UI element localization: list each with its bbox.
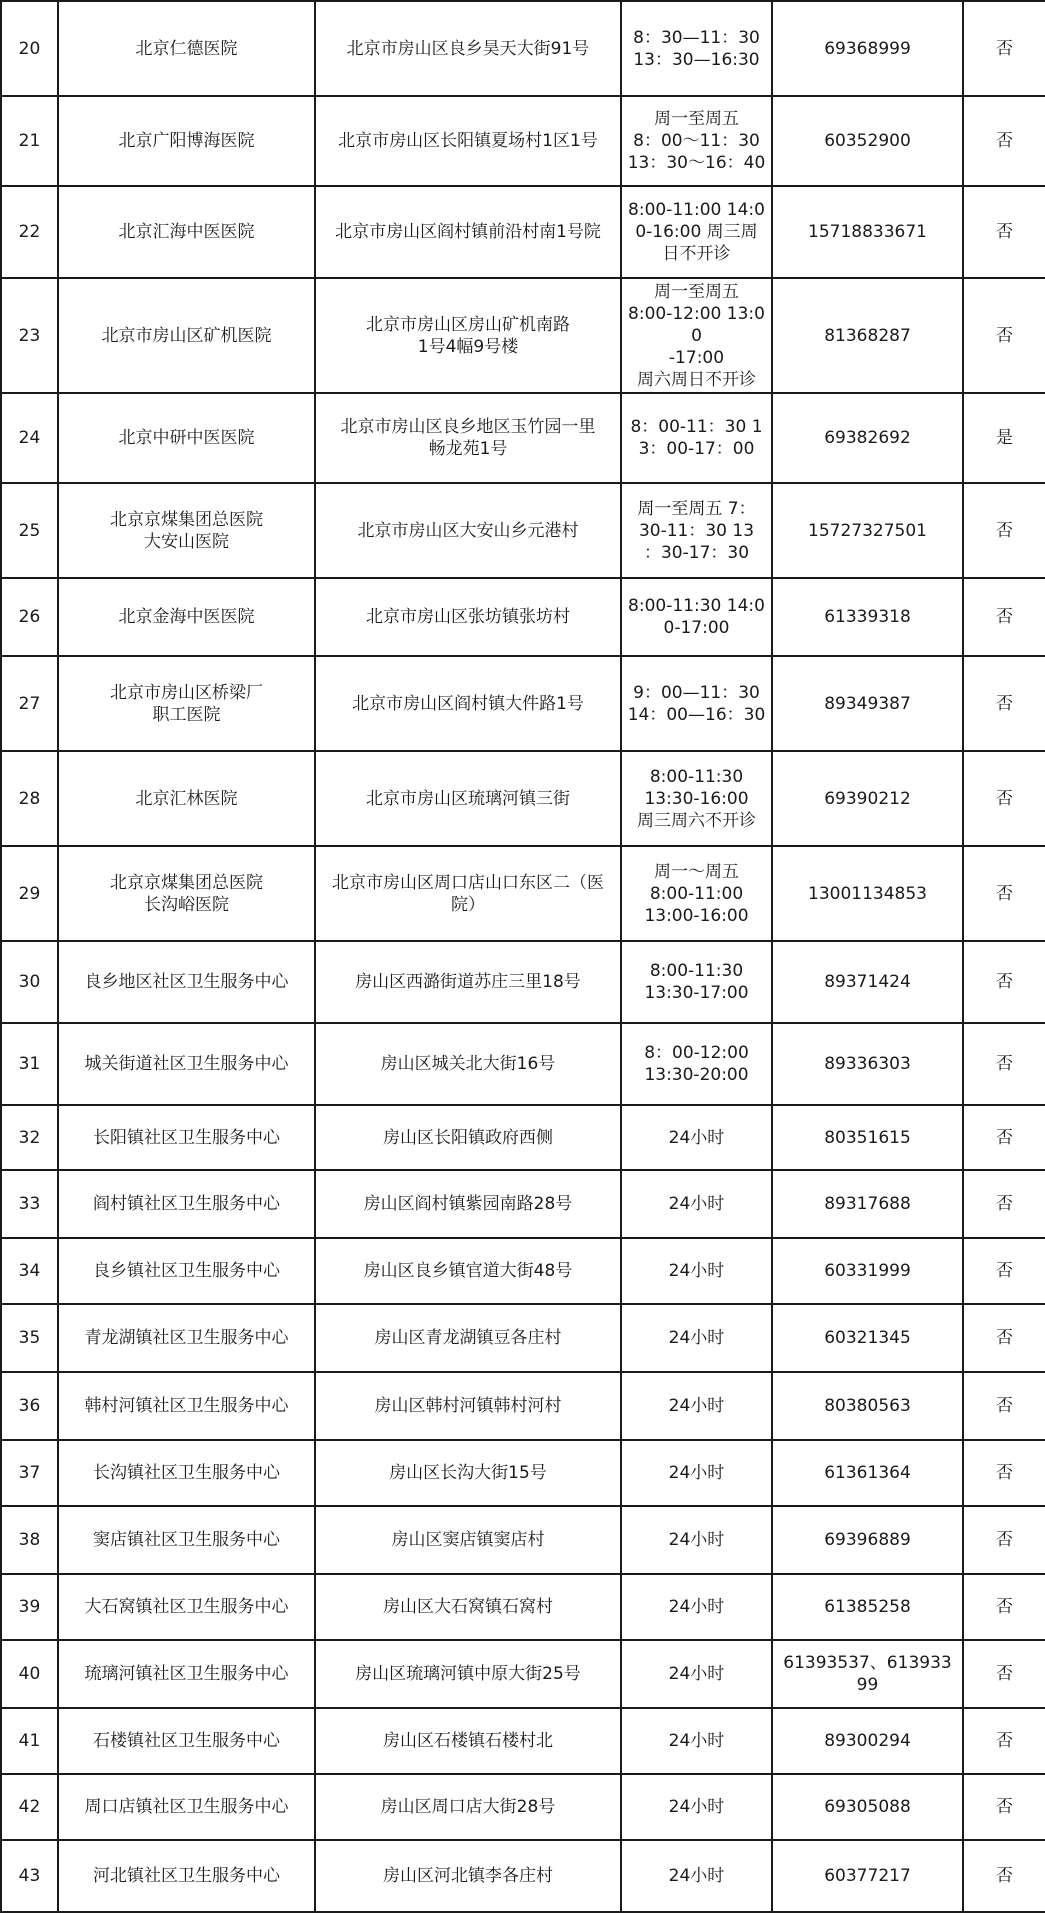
row-number: 36 — [1, 1372, 58, 1440]
table-row — [1, 96, 1045, 186]
table-row — [1, 186, 1045, 278]
opening-hours: 8:00-11:30 14:0 0-17:00 — [621, 578, 772, 656]
opening-hours: 8：30—11：30 13：30—16:30 — [621, 1, 772, 96]
designated-flag: 否 — [963, 186, 1045, 278]
hospital-name: 良乡地区社区卫生服务中心 — [58, 941, 315, 1023]
hospital-address: 北京市房山区良乡地区玉竹园一里 畅龙苑1号 — [315, 393, 621, 483]
hospital-address: 北京市房山区良乡昊天大街91号 — [315, 1, 621, 96]
table-row — [1, 1774, 1045, 1840]
opening-hours: 24小时 — [621, 1372, 772, 1440]
row-number: 33 — [1, 1170, 58, 1238]
phone-number: 15718833671 — [772, 186, 963, 278]
designated-flag: 否 — [963, 1774, 1045, 1840]
hospital-name: 北京市房山区矿机医院 — [58, 278, 315, 393]
hospital-name: 青龙湖镇社区卫生服务中心 — [58, 1304, 315, 1372]
hospital-address: 北京市房山区阎村镇前沿村南1号院 — [315, 186, 621, 278]
hospital-address: 房山区大石窝镇石窝村 — [315, 1574, 621, 1640]
hospital-address: 北京市房山区琉璃河镇三街 — [315, 751, 621, 846]
opening-hours: 24小时 — [621, 1574, 772, 1640]
row-number: 27 — [1, 656, 58, 751]
hospital-address: 房山区琉璃河镇中原大街25号 — [315, 1640, 621, 1708]
hospital-address: 房山区良乡镇官道大街48号 — [315, 1238, 621, 1304]
hospital-name: 窦店镇社区卫生服务中心 — [58, 1506, 315, 1574]
designated-flag: 否 — [963, 1506, 1045, 1574]
table-row — [1, 751, 1045, 846]
phone-number: 89317688 — [772, 1170, 963, 1238]
hospital-name: 北京金海中医医院 — [58, 578, 315, 656]
row-number: 42 — [1, 1774, 58, 1840]
table-row — [1, 1372, 1045, 1440]
designated-flag: 否 — [963, 1708, 1045, 1774]
hospital-address: 北京市房山区阎村镇大件路1号 — [315, 656, 621, 751]
row-number: 30 — [1, 941, 58, 1023]
opening-hours: 8:00-11:30 13:30-17:00 — [621, 941, 772, 1023]
table-row — [1, 656, 1045, 751]
opening-hours: 24小时 — [621, 1105, 772, 1170]
hospital-name: 长阳镇社区卫生服务中心 — [58, 1105, 315, 1170]
phone-number: 15727327501 — [772, 483, 963, 578]
hospital-address: 房山区韩村河镇韩村河村 — [315, 1372, 621, 1440]
phone-number: 80380563 — [772, 1372, 963, 1440]
table-row — [1, 1440, 1045, 1506]
designated-flag: 否 — [963, 1372, 1045, 1440]
designated-flag: 否 — [963, 278, 1045, 393]
hospital-address: 北京市房山区大安山乡元港村 — [315, 483, 621, 578]
opening-hours: 8:00-11:30 13:30-16:00 周三周六不开诊 — [621, 751, 772, 846]
opening-hours: 周一至周五 7： 30-11：30 13 ：30-17：30 — [621, 483, 772, 578]
table-row — [1, 1840, 1045, 1912]
opening-hours: 24小时 — [621, 1440, 772, 1506]
opening-hours: 24小时 — [621, 1506, 772, 1574]
row-number: 39 — [1, 1574, 58, 1640]
phone-number: 61385258 — [772, 1574, 963, 1640]
row-number: 38 — [1, 1506, 58, 1574]
hospital-address: 北京市房山区周口店山口东区二（医院） — [315, 846, 621, 941]
table-row — [1, 1, 1045, 96]
table-row — [1, 941, 1045, 1023]
designated-flag: 否 — [963, 1, 1045, 96]
table-row — [1, 1506, 1045, 1574]
row-number: 37 — [1, 1440, 58, 1506]
phone-number: 89371424 — [772, 941, 963, 1023]
phone-number: 60321345 — [772, 1304, 963, 1372]
table-row — [1, 278, 1045, 393]
hospital-name: 河北镇社区卫生服务中心 — [58, 1840, 315, 1912]
designated-flag: 否 — [963, 578, 1045, 656]
hospital-name: 北京广阳博海医院 — [58, 96, 315, 186]
opening-hours: 8：00-11：30 1 3：00-17：00 — [621, 393, 772, 483]
table-row — [1, 1105, 1045, 1170]
designated-flag: 否 — [963, 656, 1045, 751]
designated-flag: 否 — [963, 846, 1045, 941]
designated-flag: 否 — [963, 1574, 1045, 1640]
row-number: 23 — [1, 278, 58, 393]
row-number: 26 — [1, 578, 58, 656]
phone-number: 60331999 — [772, 1238, 963, 1304]
phone-number: 69390212 — [772, 751, 963, 846]
phone-number: 89336303 — [772, 1023, 963, 1105]
designated-flag: 否 — [963, 1105, 1045, 1170]
row-number: 24 — [1, 393, 58, 483]
hospital-name: 石楼镇社区卫生服务中心 — [58, 1708, 315, 1774]
hospital-address: 房山区长沟大街15号 — [315, 1440, 621, 1506]
opening-hours: 24小时 — [621, 1708, 772, 1774]
designated-flag: 否 — [963, 751, 1045, 846]
opening-hours: 24小时 — [621, 1640, 772, 1708]
phone-number: 61393537、613933 99 — [772, 1640, 963, 1708]
hospital-address: 北京市房山区长阳镇夏场村1区1号 — [315, 96, 621, 186]
designated-flag: 否 — [963, 1023, 1045, 1105]
hospital-address: 北京市房山区张坊镇张坊村 — [315, 578, 621, 656]
designated-flag: 是 — [963, 393, 1045, 483]
phone-number: 60377217 — [772, 1840, 963, 1912]
hospital-name: 北京中研中医医院 — [58, 393, 315, 483]
designated-flag: 否 — [963, 96, 1045, 186]
hospital-name: 北京仁德医院 — [58, 1, 315, 96]
table-row — [1, 1708, 1045, 1774]
hospital-address: 房山区阎村镇紫园南路28号 — [315, 1170, 621, 1238]
table-row — [1, 393, 1045, 483]
row-number: 25 — [1, 483, 58, 578]
hospital-name: 北京京煤集团总医院 大安山医院 — [58, 483, 315, 578]
row-number: 35 — [1, 1304, 58, 1372]
designated-flag: 否 — [963, 1304, 1045, 1372]
table-row — [1, 1640, 1045, 1708]
opening-hours: 周一至周五 8:00-12:00 13:00 -17:00 周六周日不开诊 — [621, 278, 772, 393]
table-row — [1, 1238, 1045, 1304]
hospital-name: 周口店镇社区卫生服务中心 — [58, 1774, 315, 1840]
opening-hours: 24小时 — [621, 1840, 772, 1912]
phone-number: 60352900 — [772, 96, 963, 186]
phone-number: 69396889 — [772, 1506, 963, 1574]
designated-flag: 否 — [963, 1238, 1045, 1304]
table-row — [1, 578, 1045, 656]
hospital-name: 北京汇林医院 — [58, 751, 315, 846]
designated-flag: 否 — [963, 483, 1045, 578]
table-row — [1, 1023, 1045, 1105]
hospital-name: 城关街道社区卫生服务中心 — [58, 1023, 315, 1105]
hospital-address: 房山区城关北大街16号 — [315, 1023, 621, 1105]
designated-flag: 否 — [963, 1640, 1045, 1708]
phone-number: 61361364 — [772, 1440, 963, 1506]
opening-hours: 9：00—11：30 14：00—16：30 — [621, 656, 772, 751]
hospital-address: 房山区河北镇李各庄村 — [315, 1840, 621, 1912]
hospital-address: 房山区长阳镇政府西侧 — [315, 1105, 621, 1170]
phone-number: 80351615 — [772, 1105, 963, 1170]
row-number: 31 — [1, 1023, 58, 1105]
opening-hours: 24小时 — [621, 1304, 772, 1372]
phone-number: 89349387 — [772, 656, 963, 751]
table-row — [1, 1170, 1045, 1238]
hospital-name: 阎村镇社区卫生服务中心 — [58, 1170, 315, 1238]
hospital-address: 房山区青龙湖镇豆各庄村 — [315, 1304, 621, 1372]
hospital-address: 北京市房山区房山矿机南路 1号4幅9号楼 — [315, 278, 621, 393]
hospital-name: 北京汇海中医医院 — [58, 186, 315, 278]
hospital-name: 长沟镇社区卫生服务中心 — [58, 1440, 315, 1506]
phone-number: 61339318 — [772, 578, 963, 656]
designated-flag: 否 — [963, 1840, 1045, 1912]
hospital-address: 房山区窦店镇窦店村 — [315, 1506, 621, 1574]
designated-flag: 否 — [963, 941, 1045, 1023]
hospital-name: 良乡镇社区卫生服务中心 — [58, 1238, 315, 1304]
phone-number: 69382692 — [772, 393, 963, 483]
row-number: 20 — [1, 1, 58, 96]
hospital-address: 房山区石楼镇石楼村北 — [315, 1708, 621, 1774]
phone-number: 69305088 — [772, 1774, 963, 1840]
row-number: 34 — [1, 1238, 58, 1304]
row-number: 21 — [1, 96, 58, 186]
phone-number: 81368287 — [772, 278, 963, 393]
table-row — [1, 1304, 1045, 1372]
row-number: 43 — [1, 1840, 58, 1912]
opening-hours: 24小时 — [621, 1774, 772, 1840]
hospital-name: 大石窝镇社区卫生服务中心 — [58, 1574, 315, 1640]
hospital-address: 房山区周口店大街28号 — [315, 1774, 621, 1840]
designated-flag: 否 — [963, 1440, 1045, 1506]
phone-number: 13001134853 — [772, 846, 963, 941]
table-row — [1, 846, 1045, 941]
hospital-name: 北京市房山区桥梁厂 职工医院 — [58, 656, 315, 751]
row-number: 28 — [1, 751, 58, 846]
table-row — [1, 1574, 1045, 1640]
hospital-name: 韩村河镇社区卫生服务中心 — [58, 1372, 315, 1440]
hospital-name: 琉璃河镇社区卫生服务中心 — [58, 1640, 315, 1708]
row-number: 22 — [1, 186, 58, 278]
designated-flag: 否 — [963, 1170, 1045, 1238]
row-number: 29 — [1, 846, 58, 941]
row-number: 41 — [1, 1708, 58, 1774]
phone-number: 89300294 — [772, 1708, 963, 1774]
row-number: 40 — [1, 1640, 58, 1708]
opening-hours: 周一至周五 8：00～11：30 13：30～16：40 — [621, 96, 772, 186]
table-row — [1, 483, 1045, 578]
phone-number: 69368999 — [772, 1, 963, 96]
opening-hours: 24小时 — [621, 1170, 772, 1238]
opening-hours: 8：00-12:00 13:30-20:00 — [621, 1023, 772, 1105]
hospital-address: 房山区西潞街道苏庄三里18号 — [315, 941, 621, 1023]
hospital-name: 北京京煤集团总医院 长沟峪医院 — [58, 846, 315, 941]
opening-hours: 周一～周五 8:00-11:00 13:00-16:00 — [621, 846, 772, 941]
row-number: 32 — [1, 1105, 58, 1170]
opening-hours: 24小时 — [621, 1238, 772, 1304]
table-body — [1, 1, 1045, 1912]
opening-hours: 8:00-11:00 14:0 0-16:00 周三周 日不开诊 — [621, 186, 772, 278]
